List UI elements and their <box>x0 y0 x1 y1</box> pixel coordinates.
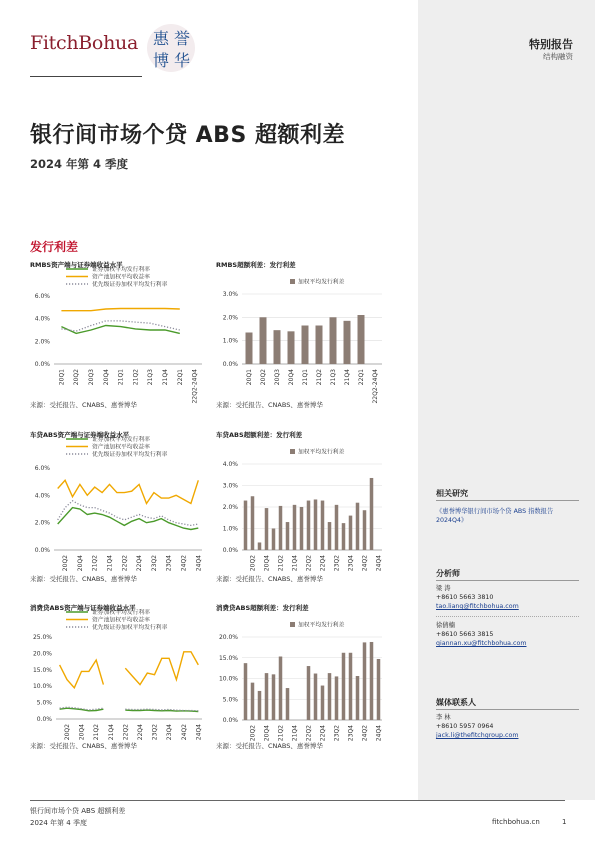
media-contact-phone: +8610 5957 0964 <box>436 723 494 730</box>
y-tick-label: 4.0% <box>34 492 50 500</box>
svg-text:惠: 惠 <box>152 29 170 48</box>
x-tick-label: 24Q2 <box>180 555 188 572</box>
chart-svg <box>216 260 396 415</box>
bar <box>251 496 255 550</box>
page-title: 银行间市场个贷 ABS 超额利差 <box>30 123 345 148</box>
legend-label: 加权平均发行利差 <box>298 449 345 456</box>
y-tick-label: 20.0% <box>218 634 238 641</box>
footer-website-link[interactable]: fitchbohua.cn <box>492 818 540 826</box>
x-tick-label: 22Q4 <box>136 724 144 741</box>
chart-title: 消费贷ABS资产端与证券端收益水平 <box>30 604 136 612</box>
bar <box>349 516 353 550</box>
bar <box>302 326 309 365</box>
bar <box>321 686 325 720</box>
bar <box>356 676 360 720</box>
chart-source-note: 来源：受托报告、CNABS、惠誉博华 <box>216 401 323 409</box>
bar <box>356 503 360 550</box>
y-tick-label: 4.0% <box>34 315 50 323</box>
chart-title: 车贷ABS超额利差：发行利差 <box>216 431 303 439</box>
x-tick-label: 21Q4 <box>162 369 169 386</box>
bar <box>363 642 367 720</box>
y-tick-label: 5.0% <box>222 696 238 704</box>
legend-label: 加权平均发行利差 <box>298 279 345 286</box>
fitchbohua-logo <box>30 22 210 72</box>
section-title: 发行利差 <box>30 240 79 254</box>
analyst-name: 梁 涛 <box>436 585 451 592</box>
y-tick-label: 0.0% <box>34 547 50 554</box>
svg-text:华: 华 <box>173 51 191 70</box>
chart-source-note: 来源：受托报告、CNABS、惠誉博华 <box>216 575 323 583</box>
y-tick-label: 3.0% <box>222 482 238 490</box>
x-tick-label: 21Q4 <box>344 369 351 386</box>
y-tick-label: 25.0% <box>32 634 52 641</box>
footer-divider <box>30 800 565 801</box>
bar <box>272 529 276 551</box>
x-tick-label: 21Q4 <box>106 555 114 572</box>
x-tick-label: 24Q2 <box>180 724 188 741</box>
related-report-link[interactable]: 《惠誉博华银行间市场个贷 ABS 指数报告 2024Q4》 <box>436 508 554 524</box>
x-tick-label: 21Q3 <box>147 369 155 386</box>
x-tick-label: 20Q3 <box>274 369 281 386</box>
chart-auto-level <box>30 430 215 590</box>
bar <box>328 522 332 550</box>
y-tick-label: 0.0% <box>36 716 52 723</box>
bar <box>335 676 339 720</box>
chart-source-note: 来源：受托报告、CNABS、惠誉博华 <box>30 742 137 750</box>
x-tick-label: 23Q2 <box>333 725 341 742</box>
bar <box>335 505 339 550</box>
bar <box>377 659 381 720</box>
legend-label: 证券加权平均发行利率 <box>92 437 150 443</box>
bar <box>244 501 248 550</box>
legend-label: 证券加权平均发行利率 <box>92 267 150 273</box>
media-contact-email-link[interactable]: jack.li@thefitchgroup.com <box>436 732 519 739</box>
media-contact-heading: 媒体联系人 <box>436 698 476 707</box>
y-tick-label: 10.0% <box>32 683 52 691</box>
bar <box>363 510 367 550</box>
bar <box>344 321 351 364</box>
chart-svg <box>216 603 396 758</box>
x-tick-label: 21Q2 <box>93 724 101 741</box>
x-tick-label: 24Q4 <box>195 724 203 741</box>
svg-text:博: 博 <box>152 51 170 70</box>
x-tick-label: 23Q2 <box>151 724 159 741</box>
legend-label: 资产池加权平均收益率 <box>92 444 150 451</box>
x-tick-label: 20Q2 <box>73 369 81 386</box>
x-tick-label: 21Q1 <box>302 369 309 386</box>
bar <box>307 666 311 720</box>
bar <box>258 691 262 720</box>
x-tick-label: 20Q1 <box>246 369 253 386</box>
chart-title: 消费贷ABS超额利差：发行利差 <box>216 604 309 612</box>
analyst-separator <box>436 616 579 617</box>
bar <box>342 523 346 550</box>
y-tick-label: 2.0% <box>222 504 238 511</box>
x-tick-label: 21Q4 <box>291 555 299 572</box>
legend-label: 资产池加权平均收益率 <box>92 617 150 624</box>
svg-text:誉: 誉 <box>173 29 191 48</box>
y-tick-label: 15.0% <box>218 654 238 662</box>
page-subtitle: 2024 年第 4 季度 <box>30 157 129 171</box>
x-tick-label: 23Q4 <box>166 724 174 741</box>
y-tick-label: 0.0% <box>222 547 238 554</box>
x-tick-label: 21Q2 <box>277 725 285 742</box>
legend-label: 证券加权平均发行利率 <box>92 610 150 616</box>
analyst-divider <box>436 580 579 581</box>
chart-svg <box>30 430 215 590</box>
analyst-phone: +8610 5663 3815 <box>436 631 494 638</box>
bar <box>274 330 281 364</box>
chart-title: RMBS超额利差：发行利差 <box>216 261 296 269</box>
x-tick-label: 23Q4 <box>347 555 355 572</box>
media-divider <box>436 709 579 710</box>
y-tick-label: 6.0% <box>34 293 50 300</box>
x-tick-label: 21Q2 <box>132 369 140 386</box>
bar <box>358 315 365 364</box>
bar <box>251 683 255 720</box>
bar <box>272 674 276 720</box>
chart-consumer-level <box>30 603 215 758</box>
chart-svg <box>216 430 396 590</box>
x-tick-label: 22Q2 <box>305 555 313 572</box>
bar <box>265 508 269 550</box>
x-tick-label: 20Q2 <box>260 369 267 386</box>
x-tick-label: 21Q2 <box>91 555 99 572</box>
x-tick-label: 22Q1 <box>176 369 184 386</box>
series-line <box>58 480 199 503</box>
chart-svg <box>30 603 215 758</box>
logo-seal-icon <box>145 22 197 74</box>
bar <box>288 331 295 364</box>
bar <box>286 522 290 550</box>
y-tick-label: 10.0% <box>218 675 238 683</box>
x-tick-label: 20Q1 <box>58 369 66 386</box>
report-category: 结构融资 <box>543 52 573 61</box>
y-tick-label: 3.0% <box>222 291 238 298</box>
chart-rmbs-level <box>30 260 215 415</box>
x-tick-label: 24Q2 <box>361 725 369 742</box>
legend-label: 优先级证券加权平均发行利率 <box>92 452 168 458</box>
x-tick-label: 22Q4 <box>319 725 327 742</box>
legend-swatch <box>290 622 295 627</box>
x-tick-label: 20Q3 <box>88 369 95 386</box>
chart-source-note: 来源：受托报告、CNABS、惠誉博华 <box>216 742 323 750</box>
y-tick-label: 2.0% <box>222 314 238 322</box>
x-tick-label: 22Q4 <box>319 555 327 572</box>
x-tick-label: 21Q2 <box>277 555 285 572</box>
footer-report-title: 银行间市场个贷 ABS 超额利差 <box>30 807 126 815</box>
x-tick-label: 23Q4 <box>165 555 173 572</box>
logo-divider <box>30 76 142 77</box>
chart-rmbs-spread <box>216 260 396 415</box>
legend-label: 加权平均发行利差 <box>298 622 345 629</box>
x-tick-label: 22Q2-24Q4 <box>372 369 379 404</box>
y-tick-label: 15.0% <box>32 666 52 674</box>
chart-svg <box>30 260 215 415</box>
bar <box>342 653 346 720</box>
x-tick-label: 24Q4 <box>375 725 383 742</box>
y-tick-label: 2.0% <box>34 519 50 527</box>
x-tick-label: 22Q2 <box>305 725 313 742</box>
bar <box>307 501 311 550</box>
x-tick-label: 20Q4 <box>288 369 295 386</box>
x-tick-label: 22Q1 <box>358 369 365 386</box>
bar <box>265 673 269 720</box>
analyst-email-link[interactable]: qiannan.xu@fitchbohua.com <box>436 640 527 647</box>
bar <box>246 333 253 365</box>
bar <box>370 478 374 550</box>
chart-auto-spread <box>216 430 396 590</box>
x-tick-label: 22Q4 <box>136 555 144 572</box>
x-tick-label: 20Q4 <box>102 369 110 386</box>
bar <box>328 673 332 720</box>
legend-label: 资产池加权平均收益率 <box>92 274 150 281</box>
series-line <box>60 652 199 688</box>
legend-swatch <box>290 279 295 284</box>
analyst-heading: 分析师 <box>436 569 460 578</box>
chart-consumer-spread <box>216 603 396 758</box>
logo-wordmark: FitchBohua <box>30 32 138 54</box>
bar <box>330 317 337 364</box>
bar <box>321 501 325 550</box>
bar <box>260 317 267 364</box>
legend-swatch <box>290 449 295 454</box>
x-tick-label: 22Q2 <box>122 724 130 741</box>
chart-source-note: 来源：受托报告、CNABS、惠誉博华 <box>30 401 137 409</box>
x-tick-label: 21Q3 <box>330 369 337 386</box>
x-tick-label: 20Q4 <box>76 555 84 572</box>
x-tick-label: 22Q2 <box>121 555 129 572</box>
related-divider <box>436 500 579 501</box>
analyst-name: 徐倩楠 <box>436 622 455 629</box>
series-line <box>58 501 199 526</box>
y-tick-label: 2.0% <box>34 338 50 346</box>
bar <box>370 642 374 720</box>
x-tick-label: 24Q4 <box>375 555 383 572</box>
related-research-heading: 相关研究 <box>436 489 468 498</box>
x-tick-label: 24Q4 <box>195 555 203 572</box>
x-tick-label: 20Q2 <box>63 724 71 741</box>
bar <box>314 674 318 720</box>
x-tick-label: 21Q2 <box>316 369 323 386</box>
bar <box>286 688 290 720</box>
y-tick-label: 0.0% <box>34 361 50 368</box>
media-contact-name: 李 林 <box>436 714 451 721</box>
bar <box>279 506 283 550</box>
bar <box>293 505 297 550</box>
x-tick-label: 23Q4 <box>347 725 355 742</box>
x-tick-label: 20Q4 <box>263 725 271 742</box>
x-tick-label: 23Q2 <box>150 555 158 572</box>
y-tick-label: 6.0% <box>34 465 50 472</box>
x-tick-label: 21Q4 <box>107 724 115 741</box>
x-tick-label: 21Q1 <box>117 369 125 386</box>
y-tick-label: 20.0% <box>32 650 52 658</box>
y-tick-label: 1.0% <box>222 525 238 533</box>
analyst-phone: +8610 5663 3810 <box>436 594 494 601</box>
x-tick-label: 23Q2 <box>333 555 341 572</box>
chart-source-note: 来源：受托报告、CNABS、惠誉博华 <box>30 575 137 583</box>
series-line <box>61 309 179 311</box>
bar <box>244 663 248 720</box>
report-type: 特别报告 <box>529 38 573 51</box>
x-tick-label: 20Q2 <box>62 555 70 572</box>
legend-label: 优先级证券加权平均发行利率 <box>92 625 168 631</box>
analyst-email-link[interactable]: tao.liang@fitchbohua.com <box>436 603 519 610</box>
bar <box>258 542 262 550</box>
x-tick-label: 22Q2-24Q4 <box>191 369 199 404</box>
y-tick-label: 5.0% <box>36 699 52 707</box>
bar <box>300 507 304 550</box>
y-tick-label: 0.0% <box>222 361 238 368</box>
x-tick-label: 20Q4 <box>78 724 86 741</box>
bar <box>279 657 283 720</box>
x-tick-label: 21Q4 <box>291 725 299 742</box>
bar <box>314 499 318 550</box>
right-sidebar <box>418 0 595 800</box>
bar <box>349 653 353 720</box>
x-tick-label: 20Q4 <box>263 555 271 572</box>
y-tick-label: 0.0% <box>222 717 238 724</box>
bar <box>316 326 323 365</box>
page-number: 1 <box>562 818 567 826</box>
legend-label: 优先级证券加权平均发行利率 <box>92 282 168 288</box>
chart-title: 车贷ABS资产端与证券端收益水平 <box>30 431 130 439</box>
y-tick-label: 4.0% <box>222 461 238 468</box>
x-tick-label: 20Q2 <box>249 555 257 572</box>
footer-report-period: 2024 年第 4 季度 <box>30 819 87 827</box>
x-tick-label: 20Q2 <box>249 725 257 742</box>
chart-title: RMBS资产端与证券端收益水平 <box>30 261 123 269</box>
y-tick-label: 1.0% <box>222 337 238 345</box>
x-tick-label: 24Q2 <box>361 555 369 572</box>
